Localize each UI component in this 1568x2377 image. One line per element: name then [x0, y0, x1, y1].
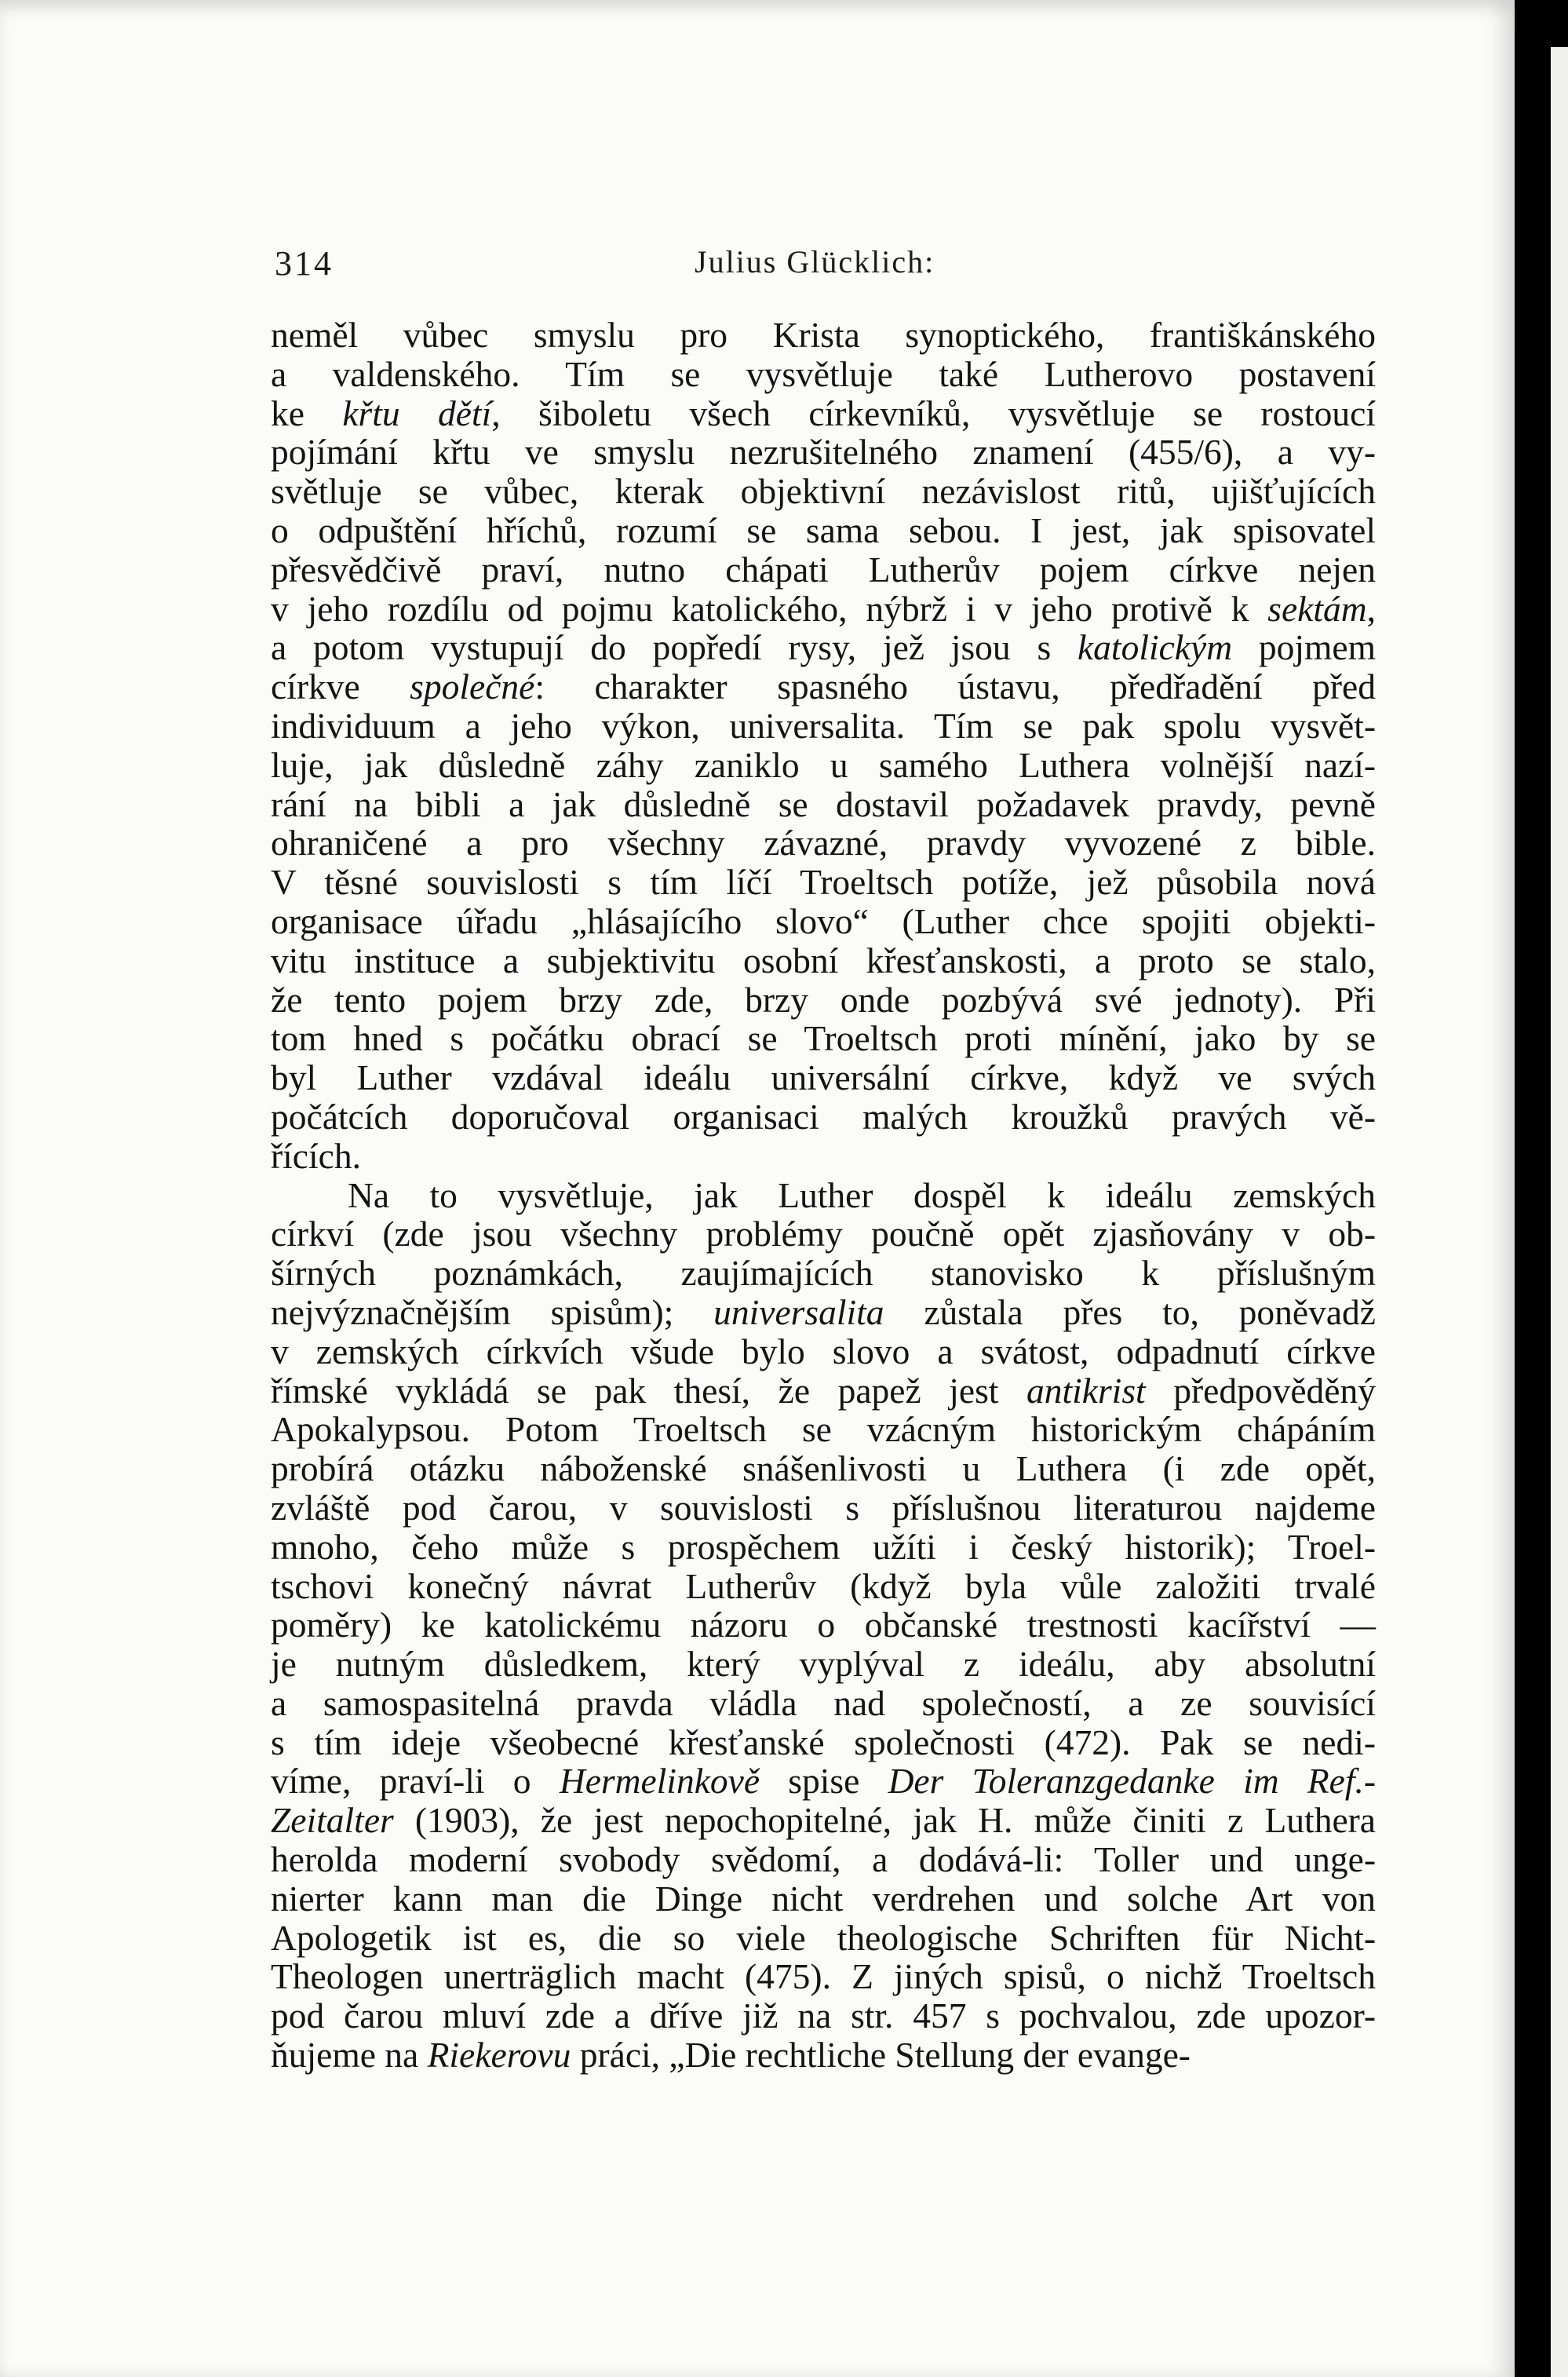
italic-phrase: Zeitalter: [271, 1800, 394, 1841]
italic-phrase: Hermelinkově: [559, 1761, 760, 1802]
text-line: [271, 902, 1376, 941]
text-run: V těsné souvislosti s tím líčí Troeltsch potíže, jež působila nová: [271, 862, 1376, 903]
text-run: církví (zde jsou všechny problémy poučně opět zjasňovány v ob-: [271, 1214, 1376, 1254]
text-run: o odpuštění hříchů, rozumí se sama sebou. I jest, jak spisovatel: [271, 509, 1376, 550]
text-line: [271, 1058, 1376, 1097]
text-run: herolda moderní svobody svědomí, a dodává-li: Toller und unge-: [271, 1839, 1376, 1880]
body-text: [271, 316, 1376, 2075]
text-line: [271, 316, 1376, 355]
text-run: Theologen unerträglich macht (475). Z jiných spisů, o nichž Troeltsch: [271, 1956, 1376, 1997]
text-run: mnoho, čeho může s prospěchem užíti i český historik); Troel-: [271, 1526, 1376, 1567]
text-run: probírá otázku náboženské snášenlivosti u Luthera (i zde opět,: [271, 1448, 1376, 1489]
paragraph-2: [271, 1176, 1376, 2075]
text-run: (1903), že jest nepochopitelné, jak H. může činiti z Luthera: [393, 1800, 1376, 1841]
text-run: práci, „Die rechtliche Stellung der evange-: [571, 2035, 1191, 2076]
text-run: a potom vystupují do popředí rysy, jež jsou s: [271, 627, 1078, 668]
text-run: a samospasitelná pravda vládla nad společností, a ze souvisící: [271, 1682, 1376, 1723]
italic-phrase: katolickým: [1077, 627, 1233, 668]
text-line: [271, 1684, 1376, 1723]
text-run: pojmem: [1232, 627, 1376, 668]
italic-phrase: universalita: [713, 1291, 884, 1332]
text-line: [271, 433, 1376, 472]
text-line: [271, 823, 1376, 863]
text-line: [271, 1019, 1376, 1058]
text-line: [271, 1293, 1376, 1332]
text-line: [271, 590, 1376, 629]
text-line: [271, 1879, 1376, 1919]
text-line: [271, 511, 1376, 550]
text-line: [271, 1410, 1376, 1449]
text-run: že tento pojem brzy zde, brzy onde pozbývá své jednoty). Při: [271, 979, 1376, 1020]
page-number: 314: [275, 244, 334, 283]
text-run: římské vykládá se pak thesí, že papež jest: [271, 1370, 1026, 1411]
text-run: šírných poznámkách, zaujímajících stanovisko k příslušným: [271, 1253, 1376, 1294]
text-line: [271, 667, 1376, 707]
text-line: [271, 1996, 1376, 2036]
text-run: nejvýznačnějším spisům);: [271, 1291, 714, 1332]
italic-phrase: společné: [410, 666, 535, 707]
text-line: [271, 628, 1376, 667]
text-line: [271, 1214, 1376, 1254]
text-line: [271, 1605, 1376, 1645]
text-line: [271, 1137, 1376, 1176]
text-run: individuum a jeho výkon, universalita. Tím se pak spolu vysvět-: [271, 705, 1376, 746]
text-line: [271, 1528, 1376, 1567]
italic-phrase: křtu dětí: [342, 393, 492, 433]
text-run: pod čarou mluví zde a dříve již na str. 457 s pochvalou, zde upozor-: [271, 1995, 1376, 2036]
text-run: je nutným důsledkem, který vyplýval z ideálu, aby absolutní: [271, 1644, 1376, 1685]
running-head: [275, 243, 1389, 287]
text-run: s tím ideje všeobecné křesťanské společnosti (472). Pak se nedi-: [271, 1722, 1376, 1762]
text-line: [271, 1332, 1376, 1371]
text-line: [271, 785, 1376, 824]
text-run: přesvědčivě praví, nutno chápati Lutherův pojem církve nejen: [271, 549, 1376, 590]
text-run: : charakter spasného ústavu, předřadění před: [534, 666, 1376, 707]
text-run: v zemských církvích všude bylo slovo a svátost, odpadnutí církve: [271, 1331, 1376, 1371]
text-line: [271, 472, 1376, 511]
text-run: ,: [1366, 588, 1376, 629]
text-run: řících.: [271, 1135, 361, 1176]
text-line: [271, 941, 1376, 980]
text-run: rání na bibli a jak důsledně se dostavil požadavek pravdy, pevně: [271, 783, 1376, 824]
text-line: [271, 1840, 1376, 1879]
italic-phrase: Riekerovu: [427, 2035, 571, 2076]
text-line: [271, 746, 1376, 785]
text-run: církve: [271, 666, 410, 707]
text-line: [271, 1097, 1376, 1137]
text-line: [271, 863, 1376, 902]
text-line: [271, 1254, 1376, 1293]
text-line: [271, 394, 1376, 433]
text-run: spise: [760, 1761, 888, 1802]
text-line: [271, 1371, 1376, 1411]
page-edge: [1551, 47, 1568, 2377]
text-line: [271, 1957, 1376, 1996]
text-run: ke: [271, 393, 343, 433]
text-run: zvláště pod čarou, v souvislosti s příslušnou literaturou najdeme: [271, 1487, 1376, 1528]
text-line: [271, 707, 1376, 746]
paragraph-1: [271, 316, 1376, 1176]
text-run: zůstala přes to, poněvadž: [884, 1291, 1376, 1332]
text-line: [271, 550, 1376, 590]
text-run: nierter kann man die Dinge nicht verdrehen und solche Art von: [271, 1878, 1376, 1919]
text-line: [271, 1176, 1376, 1215]
text-line: [271, 2036, 1376, 2075]
text-run: luje, jak důsledně záhy zaniklo u samého Luthera volnější nazí-: [271, 744, 1376, 785]
text-run: ňujeme na: [271, 2035, 428, 2076]
text-run: organisace úřadu „hlásajícího slovo“ (Luther chce spojiti objekti-: [271, 900, 1376, 941]
text-run: neměl vůbec smyslu pro Krista synoptického, františkánského: [271, 315, 1376, 355]
text-run: pojímání křtu ve smyslu nezrušitelného znamení (455/6), a vy-: [271, 432, 1376, 473]
text-line: [271, 1801, 1376, 1840]
italic-phrase: antikrist: [1026, 1370, 1146, 1411]
text-run: Na to vysvětluje, jak Luther dospěl k ideálu zemských: [348, 1174, 1376, 1215]
text-run: Apologetik ist es, die so viele theologische Schriften für Nicht-: [271, 1917, 1376, 1958]
text-line: [271, 1723, 1376, 1762]
text-line: [271, 1645, 1376, 1684]
text-run: a valdenského. Tím se vysvětluje také Lutherovo postavení: [271, 353, 1376, 394]
text-run: počátcích doporučoval organisaci malých kroužků pravých vě-: [271, 1096, 1376, 1137]
text-run: víme, praví-li o: [271, 1761, 560, 1802]
text-line: [271, 1488, 1376, 1528]
text-run: poměry) ke katolickému názoru o občanské trestnosti kacířství —: [271, 1605, 1376, 1645]
text-run: Apokalypsou. Potom Troeltsch se vzácným historickým chápáním: [271, 1409, 1376, 1450]
italic-phrase: Der Toleranzgedanke im Ref.-: [888, 1761, 1377, 1802]
text-line: [271, 1567, 1376, 1606]
text-run: ohraničené a pro všechny závazné, pravdy vyvozené z bible.: [271, 823, 1376, 864]
text-line: [271, 1449, 1376, 1488]
text-run: tom hned s počátku obrací se Troeltsch proti mínění, jako by se: [271, 1018, 1376, 1059]
text-line: [271, 1762, 1376, 1801]
italic-phrase: sektám: [1267, 588, 1367, 629]
text-line: [271, 1919, 1376, 1958]
text-run: vitu instituce a subjektivitu osobní křesťanskosti, a proto se stalo,: [271, 940, 1376, 980]
text-run: světluje se vůbec, kterak objektivní nezávislost ritů, ujišťujících: [271, 471, 1376, 512]
text-run: předpověděný: [1145, 1370, 1376, 1411]
text-run: v jeho rozdílu od pojmu katolického, nýbrž i v jeho protivě k: [271, 588, 1268, 629]
text-line: [271, 355, 1376, 394]
running-head-author: Julius Glücklich:: [695, 244, 935, 279]
text-run: , šiboletu všech církevníků, vysvětluje se rostoucí: [491, 393, 1376, 433]
text-run: tschovi konečný návrat Lutherův (když byla vůle založiti trvalé: [271, 1565, 1376, 1606]
text-run: byl Luther vzdával ideálu universální církve, když ve svých: [271, 1057, 1376, 1098]
text-line: [271, 980, 1376, 1020]
